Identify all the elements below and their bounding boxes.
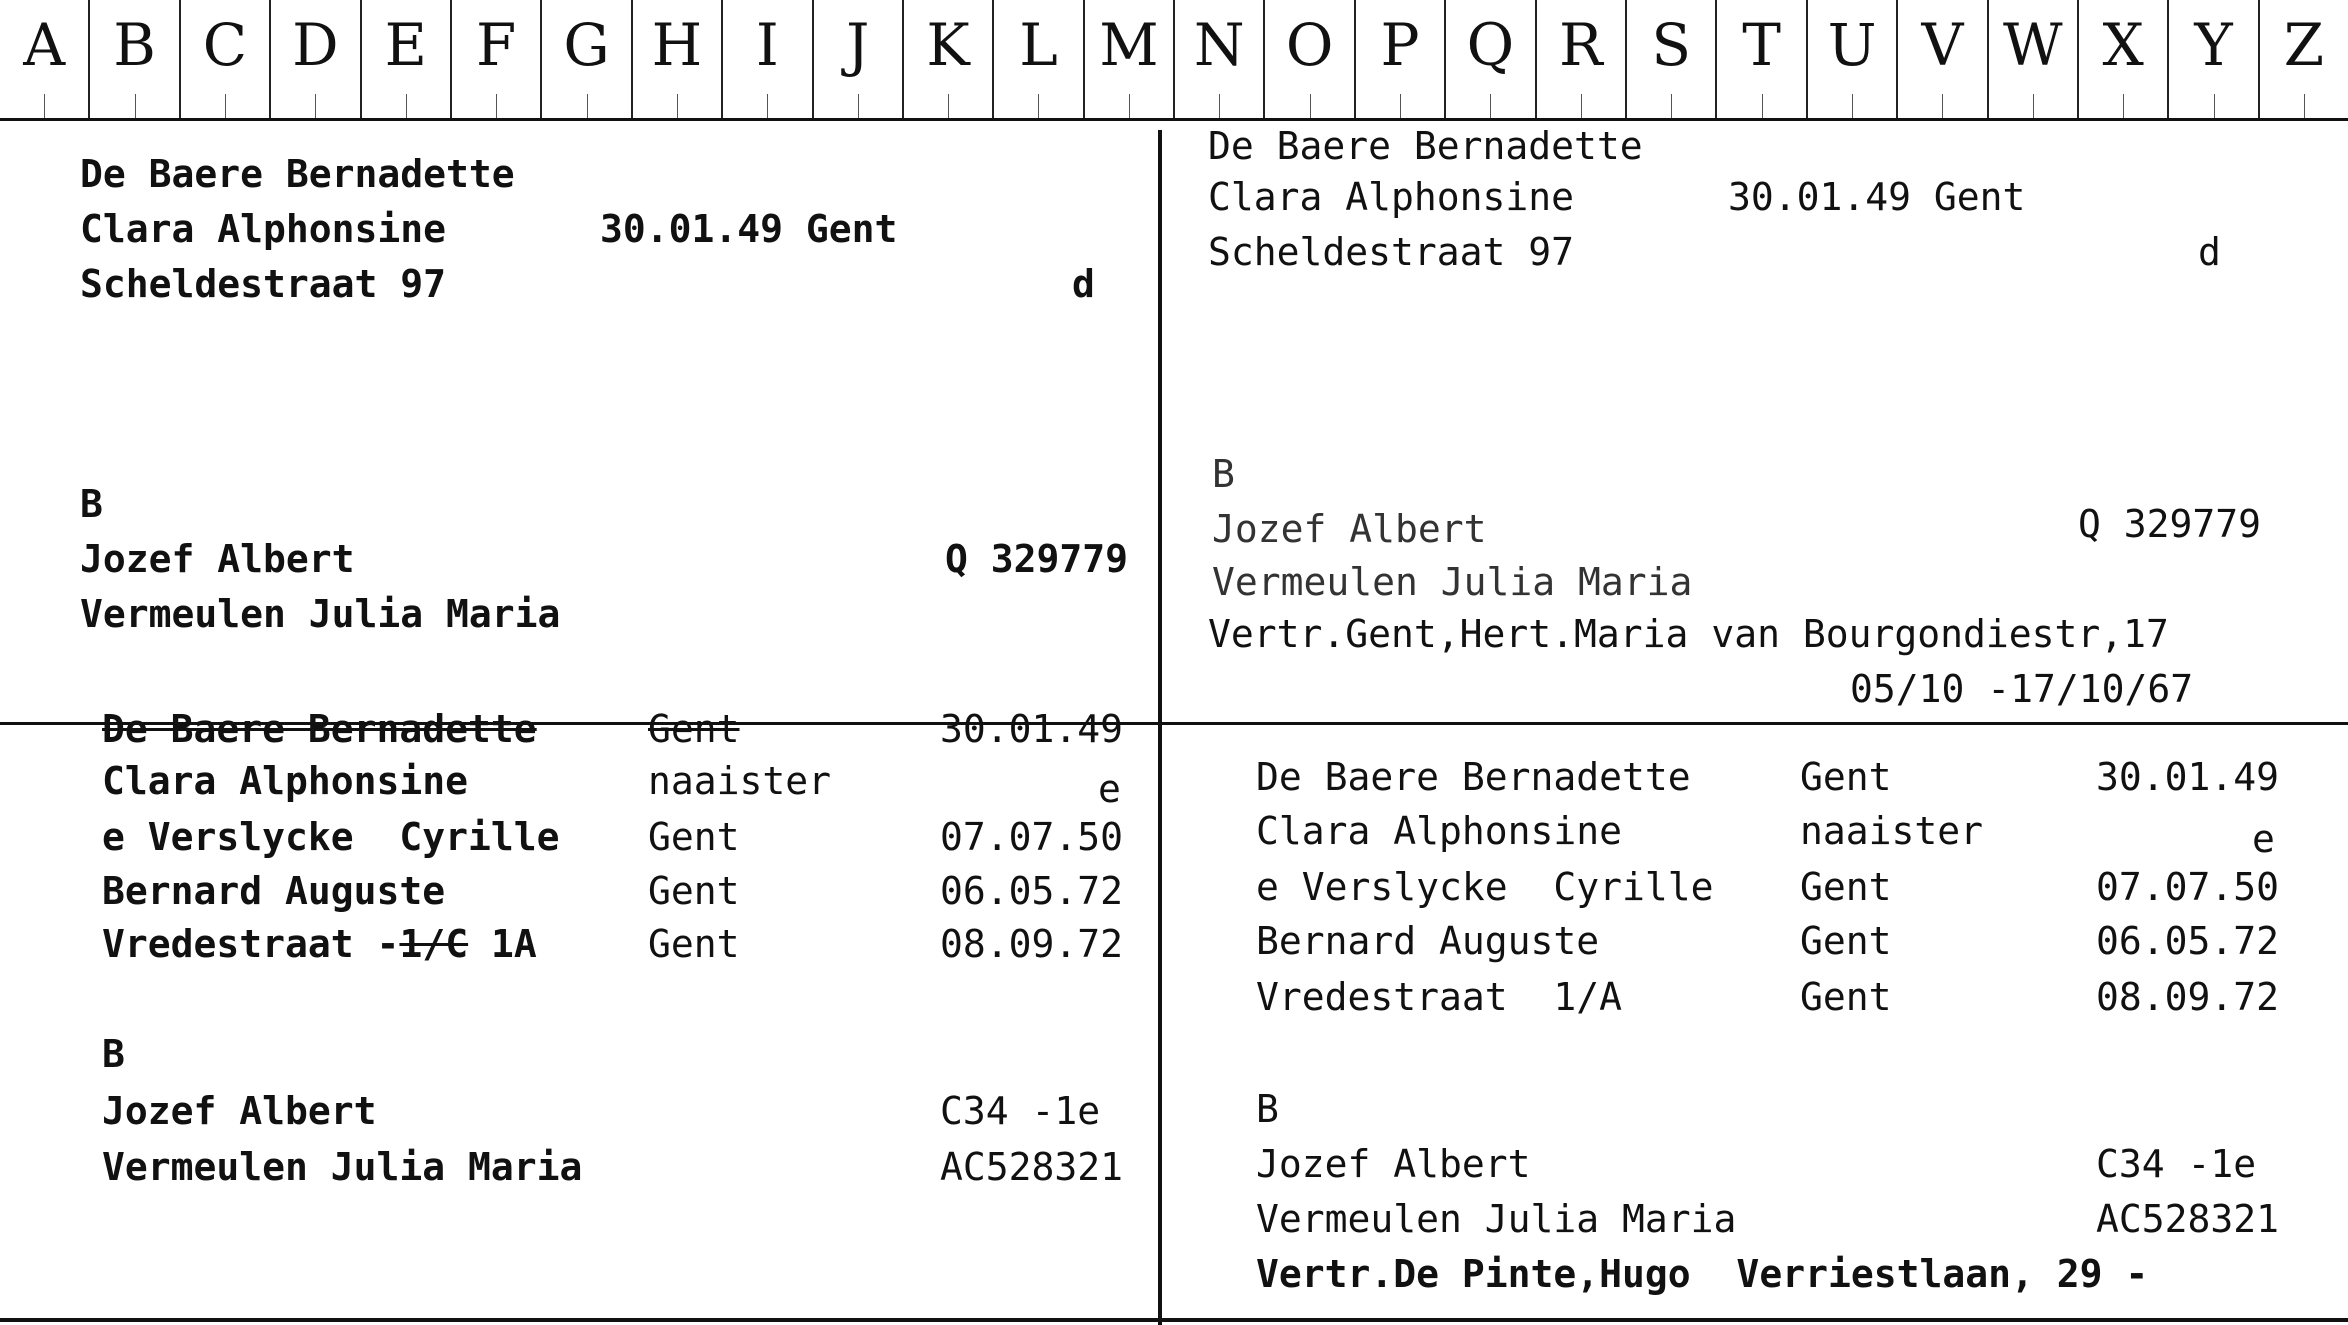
- alpha-index-m: M: [1085, 0, 1175, 118]
- alpha-index-l: L: [994, 0, 1084, 118]
- row-place: Gent: [648, 815, 740, 859]
- row-date: 30.01.49: [2096, 755, 2280, 799]
- alpha-index-j: J: [814, 0, 904, 118]
- row-mark: e: [2252, 817, 2275, 861]
- section-letter: B: [1256, 1087, 1279, 1131]
- bottom-divider: [0, 1318, 2348, 1322]
- row-place: Gent: [1800, 975, 1892, 1019]
- row-place: Gent: [1800, 755, 1892, 799]
- row-date: 07.07.50: [940, 815, 1124, 859]
- alpha-index-k: K: [904, 0, 994, 118]
- row-date: 08.09.72: [940, 922, 1124, 966]
- alpha-index-q: Q: [1446, 0, 1536, 118]
- code-1: C34 -1e: [2096, 1142, 2257, 1186]
- row-place: Gent: [648, 707, 740, 751]
- row-name: De Baere Bernadette: [102, 707, 537, 751]
- id-number: Q 329779: [945, 537, 1129, 581]
- alpha-index-i: I: [723, 0, 813, 118]
- alpha-index-r: R: [1537, 0, 1627, 118]
- row-spouse-names: Bernard Auguste: [102, 869, 446, 913]
- mark: d: [1072, 262, 1095, 306]
- alpha-index-c: C: [181, 0, 271, 118]
- father-name: Jozef Albert: [80, 537, 355, 581]
- row-address: Vredestraat -1/C 1A: [102, 922, 537, 966]
- alpha-index-f: F: [452, 0, 542, 118]
- code-1: C34 -1e: [940, 1089, 1101, 1133]
- vertr-address: Vertr.De Pinte,Hugo Verriestlaan, 29 -: [1256, 1252, 2149, 1296]
- mother-name: Vermeulen Julia Maria: [102, 1145, 583, 1189]
- address: Scheldestraat 97: [1208, 230, 1575, 274]
- alpha-index-b: B: [90, 0, 180, 118]
- row-profession: naaister: [648, 759, 832, 803]
- section-letter: B: [1212, 452, 1235, 496]
- father-name: Jozef Albert: [102, 1089, 377, 1133]
- alpha-index-w: W: [1989, 0, 2079, 118]
- row-date: 08.09.72: [2096, 975, 2280, 1019]
- row-place: Gent: [1800, 865, 1892, 909]
- father-name: Jozef Albert: [1256, 1142, 1531, 1186]
- alpha-index-v: V: [1898, 0, 1988, 118]
- mark: d: [2198, 230, 2221, 274]
- alpha-index-x: X: [2079, 0, 2169, 118]
- row-place: Gent: [648, 922, 740, 966]
- row-profession: naaister: [1800, 809, 1984, 853]
- alpha-index-z: Z: [2260, 0, 2348, 118]
- row-place: Gent: [648, 869, 740, 913]
- alpha-index-n: N: [1175, 0, 1265, 118]
- alpha-index-y: Y: [2169, 0, 2259, 118]
- alpha-index-d: D: [271, 0, 361, 118]
- person-name: De Baere Bernadette: [1208, 124, 1643, 168]
- row-date: 06.05.72: [940, 869, 1124, 913]
- date-range: 05/10 -17/10/67: [1850, 667, 2194, 711]
- mother-name: Vermeulen Julia Maria: [1256, 1197, 1737, 1241]
- person-name: De Baere Bernadette: [80, 152, 515, 196]
- alpha-index-t: T: [1717, 0, 1807, 118]
- address: Scheldestraat 97: [80, 262, 447, 306]
- row-spouse-names: Bernard Auguste: [1256, 919, 1600, 963]
- alpha-index-u: U: [1808, 0, 1898, 118]
- row-spouse: e Verslycke Cyrille: [102, 815, 560, 859]
- section-letter: B: [102, 1032, 125, 1076]
- birth-info: 30.01.49 Gent: [1728, 175, 2026, 219]
- alpha-index-p: P: [1356, 0, 1446, 118]
- section-letter: B: [80, 482, 103, 526]
- row-first-names: Clara Alphonsine: [102, 759, 469, 803]
- birth-info: 30.01.49 Gent: [600, 207, 898, 251]
- row-date: 06.05.72: [2096, 919, 2280, 963]
- alpha-index-a: A: [0, 0, 90, 118]
- alpha-index-e: E: [362, 0, 452, 118]
- first-names: Clara Alphonsine: [1208, 175, 1575, 219]
- row-first-names: Clara Alphonsine: [1256, 809, 1623, 853]
- row-spouse: e Verslycke Cyrille: [1256, 865, 1714, 909]
- vertical-divider: [1158, 130, 1162, 1325]
- mother-name: Vermeulen Julia Maria: [1212, 560, 1693, 604]
- alphabet-index-bar: [0, 0, 2348, 121]
- father-name: Jozef Albert: [1212, 507, 1487, 551]
- row-date: 07.07.50: [2096, 865, 2280, 909]
- row-address: Vredestraat 1/A: [1256, 975, 1623, 1019]
- alpha-index-o: O: [1265, 0, 1355, 118]
- first-names: Clara Alphonsine: [80, 207, 447, 251]
- mother-name: Vermeulen Julia Maria: [80, 592, 561, 636]
- code-2: AC528321: [940, 1145, 1124, 1189]
- alpha-index-h: H: [633, 0, 723, 118]
- row-date: 30.01.49: [940, 707, 1124, 751]
- alpha-index-g: G: [542, 0, 632, 118]
- row-name: De Baere Bernadette: [1256, 755, 1691, 799]
- alpha-index-s: S: [1627, 0, 1717, 118]
- id-number: Q 329779: [2078, 502, 2262, 546]
- row-place: Gent: [1800, 919, 1892, 963]
- row-mark: e: [1098, 767, 1121, 811]
- vertr-address: Vertr.Gent,Hert.Maria van Bourgondiestr,17: [1208, 612, 2169, 656]
- code-2: AC528321: [2096, 1197, 2280, 1241]
